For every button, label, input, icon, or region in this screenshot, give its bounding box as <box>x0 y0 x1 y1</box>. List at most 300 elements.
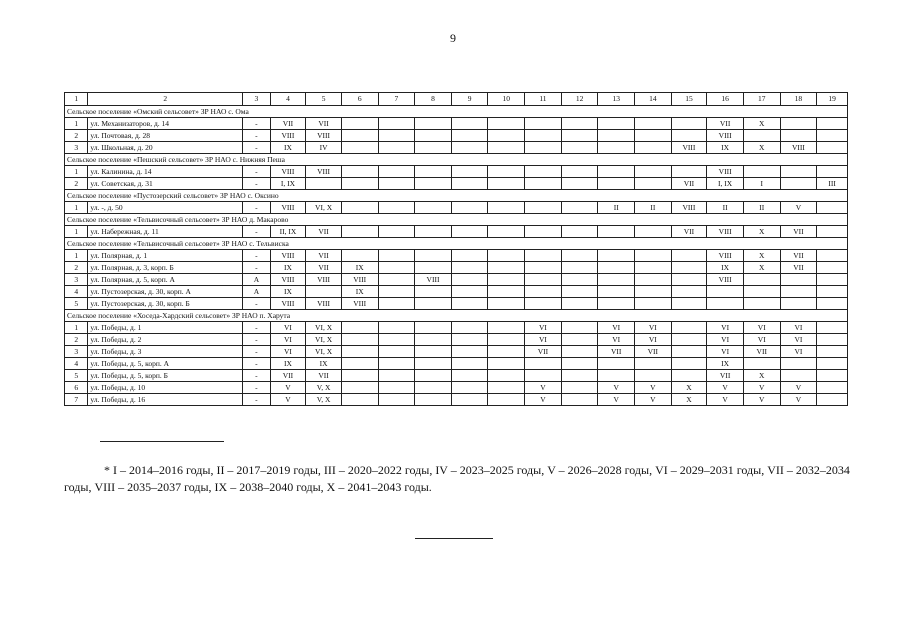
table-cell: - <box>243 142 270 154</box>
table-cell: V <box>525 382 562 394</box>
table-cell: X <box>671 382 707 394</box>
table-cell <box>561 130 598 142</box>
address-cell: ул. Полярная, д. 3, корп. Б <box>88 262 243 274</box>
table-cell: V <box>598 382 635 394</box>
table-cell <box>525 166 562 178</box>
address-cell: ул. Победы, д. 5, корп. Б <box>88 370 243 382</box>
address-cell: ул. Школьная, д. 20 <box>88 142 243 154</box>
table-cell <box>341 334 378 346</box>
table-cell: VIII <box>270 166 306 178</box>
footnote-legend: * I – 2014–2016 годы, II – 2017–2019 годы, III – 2020–2022 годы, IV – 2023–2025 годы, V – 2026–2028 годы, VI – 2029–2031 годы, VII – 2032–2034 годы, VIII – 2035–2037 годы, IX – 2038–2040 годы, X – 2041–2043 годы. <box>64 463 850 494</box>
section-title: Сельское поселение «Тельвисочный сельсовет» ЗР НАО д. Макарово <box>65 214 848 226</box>
table-cell <box>488 358 525 370</box>
table-cell <box>488 142 525 154</box>
table-cell <box>671 298 707 310</box>
table-cell: VI, X <box>306 322 342 334</box>
row-number-cell: 5 <box>65 370 88 382</box>
table-cell <box>378 118 415 130</box>
table-cell: VI <box>525 334 562 346</box>
table-cell <box>635 226 672 238</box>
table-cell <box>671 274 707 286</box>
table-cell: V <box>743 394 780 406</box>
table-cell <box>341 142 378 154</box>
table-cell: VIII <box>306 274 342 286</box>
table-cell <box>561 370 598 382</box>
column-number-cell: 17 <box>743 93 780 106</box>
footnote-divider <box>100 441 224 442</box>
table-cell <box>671 334 707 346</box>
table-cell <box>415 286 452 298</box>
table-cell <box>561 118 598 130</box>
table-row <box>65 166 848 178</box>
table-row <box>65 202 848 214</box>
table-row <box>65 130 848 142</box>
table-cell: VII <box>306 262 342 274</box>
row-number-cell: 2 <box>65 178 88 190</box>
table-cell <box>451 202 488 214</box>
table-cell: - <box>243 250 270 262</box>
table-cell <box>561 262 598 274</box>
table-cell <box>488 250 525 262</box>
table-cell <box>817 130 848 142</box>
table-cell <box>743 166 780 178</box>
table-cell <box>780 370 817 382</box>
table-cell: - <box>243 370 270 382</box>
table-cell <box>451 118 488 130</box>
row-number-cell: 4 <box>65 286 88 298</box>
table-cell <box>525 118 562 130</box>
row-number-cell: 1 <box>65 202 88 214</box>
table-cell <box>598 142 635 154</box>
table-cell: VII <box>306 226 342 238</box>
table-cell <box>415 250 452 262</box>
table-cell <box>817 334 848 346</box>
table-row <box>65 394 848 406</box>
table-cell: X <box>743 118 780 130</box>
table-cell: VI <box>707 334 744 346</box>
table-cell <box>743 286 780 298</box>
column-number-cell: 10 <box>488 93 525 106</box>
table-cell <box>415 178 452 190</box>
table-cell <box>306 178 342 190</box>
table-cell: VII <box>525 346 562 358</box>
table-cell <box>378 226 415 238</box>
table-cell <box>488 286 525 298</box>
table-cell: V <box>780 202 817 214</box>
address-cell: ул. Пустозерская, д. 30, корп. А <box>88 286 243 298</box>
row-number-cell: 2 <box>65 130 88 142</box>
table-cell: VIII <box>707 250 744 262</box>
table-cell: VII <box>671 226 707 238</box>
column-number-cell: 12 <box>561 93 598 106</box>
table-cell <box>415 118 452 130</box>
table-cell: V <box>635 394 672 406</box>
address-cell: ул. Победы, д. 10 <box>88 382 243 394</box>
page-number: 9 <box>450 31 456 45</box>
column-number-cell: 3 <box>243 93 270 106</box>
table-row <box>65 322 848 334</box>
table-cell <box>378 394 415 406</box>
address-cell: ул. Калинина, д. 14 <box>88 166 243 178</box>
table-cell <box>415 166 452 178</box>
table-cell <box>780 358 817 370</box>
table-cell <box>488 262 525 274</box>
table-cell <box>415 130 452 142</box>
table-cell <box>451 250 488 262</box>
table-cell: IV <box>306 142 342 154</box>
table-cell <box>525 250 562 262</box>
table-cell <box>341 226 378 238</box>
table-cell <box>780 166 817 178</box>
table-cell <box>341 382 378 394</box>
table-cell <box>598 130 635 142</box>
table-cell <box>671 130 707 142</box>
table-cell <box>451 358 488 370</box>
table-cell: II <box>743 202 780 214</box>
section-heading-row <box>65 190 848 202</box>
table-cell <box>817 322 848 334</box>
table-cell: VI, X <box>306 202 342 214</box>
table-cell <box>341 178 378 190</box>
table-cell <box>743 298 780 310</box>
row-number-cell: 7 <box>65 394 88 406</box>
table-cell: X <box>743 250 780 262</box>
table-cell <box>561 250 598 262</box>
table-cell: VII <box>743 346 780 358</box>
table-cell <box>671 346 707 358</box>
table-row <box>65 370 848 382</box>
table-cell <box>451 334 488 346</box>
table-cell <box>415 394 452 406</box>
table-cell <box>378 382 415 394</box>
table-cell: - <box>243 166 270 178</box>
table-cell <box>635 178 672 190</box>
table-cell <box>341 130 378 142</box>
table-cell: VIII <box>671 142 707 154</box>
column-number-cell: 11 <box>525 93 562 106</box>
address-cell: ул. Победы, д. 16 <box>88 394 243 406</box>
table-cell <box>488 382 525 394</box>
table-cell: VIII <box>671 202 707 214</box>
table-cell: VIII <box>341 298 378 310</box>
table-cell: VII <box>635 346 672 358</box>
table-cell <box>817 118 848 130</box>
table-cell <box>598 226 635 238</box>
table-cell <box>635 142 672 154</box>
section-title: Сельское поселение «Пустозерский сельсовет» ЗР НАО с. Оксино <box>65 190 848 202</box>
table-cell <box>817 346 848 358</box>
table-cell <box>415 202 452 214</box>
table-cell: V <box>270 394 306 406</box>
table-cell <box>817 142 848 154</box>
table-cell <box>451 130 488 142</box>
table-cell <box>415 262 452 274</box>
table-cell <box>525 142 562 154</box>
table-cell <box>598 178 635 190</box>
table-cell: VII <box>306 118 342 130</box>
table-row <box>65 226 848 238</box>
table-cell: VI <box>743 334 780 346</box>
table-cell: - <box>243 226 270 238</box>
table-cell: VI <box>598 334 635 346</box>
table-cell <box>561 142 598 154</box>
table-cell: V, X <box>306 382 342 394</box>
table-cell <box>671 370 707 382</box>
table-cell: VII <box>780 262 817 274</box>
row-number-cell: 1 <box>65 322 88 334</box>
table-cell <box>561 274 598 286</box>
section-title: Сельское поселение «Омский сельсовет» ЗР НАО с. Ома <box>65 106 848 118</box>
column-number-cell: 9 <box>451 93 488 106</box>
table-cell <box>561 226 598 238</box>
table-cell: VIII <box>270 274 306 286</box>
address-cell: ул. -, д. 50 <box>88 202 243 214</box>
table-cell: V, X <box>306 394 342 406</box>
table-cell <box>598 118 635 130</box>
table-row <box>65 118 848 130</box>
table-cell: VII <box>707 370 744 382</box>
section-heading-row <box>65 310 848 322</box>
row-number-cell: 1 <box>65 226 88 238</box>
table-cell <box>743 274 780 286</box>
table-cell: IX <box>270 142 306 154</box>
table-cell <box>525 286 562 298</box>
table-row <box>65 178 848 190</box>
table-cell: VII <box>780 226 817 238</box>
address-cell: ул. Пустозерская, д. 30, корп. Б <box>88 298 243 310</box>
table-row <box>65 334 848 346</box>
table-cell <box>671 286 707 298</box>
table-cell <box>451 322 488 334</box>
table-cell <box>451 142 488 154</box>
table-cell <box>598 262 635 274</box>
table-cell <box>780 286 817 298</box>
column-number-cell: 2 <box>88 93 243 106</box>
table-cell: I, IX <box>270 178 306 190</box>
address-cell: ул. Победы, д. 2 <box>88 334 243 346</box>
section-title: Сельское поселение «Тельвисочный сельсовет» ЗР НАО с. Тельвиска <box>65 238 848 250</box>
table-cell <box>341 370 378 382</box>
table-row <box>65 142 848 154</box>
table-cell: VIII <box>306 130 342 142</box>
table-cell <box>378 166 415 178</box>
table-cell: IX <box>707 358 744 370</box>
table-cell: А <box>243 286 270 298</box>
table-cell <box>743 130 780 142</box>
table-cell <box>415 370 452 382</box>
address-cell: ул. Победы, д. 3 <box>88 346 243 358</box>
table-row <box>65 274 848 286</box>
table-cell <box>488 298 525 310</box>
table-cell: VI <box>707 346 744 358</box>
table-cell: VI <box>780 334 817 346</box>
table-cell <box>635 274 672 286</box>
table-cell <box>525 130 562 142</box>
table-cell <box>525 178 562 190</box>
table-cell <box>488 130 525 142</box>
column-number-cell: 16 <box>707 93 744 106</box>
table-cell <box>488 118 525 130</box>
table-cell <box>488 178 525 190</box>
address-cell: ул. Советская, д. 31 <box>88 178 243 190</box>
table-cell <box>598 298 635 310</box>
table-cell <box>817 250 848 262</box>
table-cell <box>451 394 488 406</box>
column-number-cell: 19 <box>817 93 848 106</box>
table-row <box>65 298 848 310</box>
table-cell <box>378 358 415 370</box>
table-cell <box>378 334 415 346</box>
table-cell: II <box>707 202 744 214</box>
section-heading-row <box>65 238 848 250</box>
table-cell: X <box>743 370 780 382</box>
table-cell: VI <box>635 334 672 346</box>
table-cell <box>525 226 562 238</box>
table-cell <box>635 370 672 382</box>
table-cell <box>817 370 848 382</box>
table-cell <box>561 298 598 310</box>
table-cell: VI <box>707 322 744 334</box>
repair-schedule-table <box>64 92 848 406</box>
table-cell: VI <box>780 346 817 358</box>
table-cell: II, IX <box>270 226 306 238</box>
table-cell <box>341 394 378 406</box>
column-number-cell: 14 <box>635 93 672 106</box>
table-cell <box>561 202 598 214</box>
table-cell <box>378 202 415 214</box>
table-cell: VI <box>743 322 780 334</box>
address-cell: ул. Почтовая, д. 28 <box>88 130 243 142</box>
table-cell <box>780 130 817 142</box>
table-cell: V <box>780 382 817 394</box>
table-cell <box>635 118 672 130</box>
table-cell <box>488 394 525 406</box>
table-cell <box>817 286 848 298</box>
table-cell <box>415 334 452 346</box>
table-cell <box>525 358 562 370</box>
table-cell: VII <box>306 370 342 382</box>
table-cell <box>817 358 848 370</box>
table-cell <box>451 298 488 310</box>
table-cell <box>525 298 562 310</box>
table-cell: V <box>270 382 306 394</box>
table-cell: X <box>743 226 780 238</box>
row-number-cell: 1 <box>65 250 88 262</box>
table-cell: VII <box>671 178 707 190</box>
table-cell <box>561 178 598 190</box>
row-number-cell: 6 <box>65 382 88 394</box>
table-cell <box>451 262 488 274</box>
table-cell <box>451 166 488 178</box>
table-cell: IX <box>270 286 306 298</box>
table-cell <box>561 394 598 406</box>
table-cell: X <box>743 262 780 274</box>
table-cell <box>817 226 848 238</box>
table-cell <box>671 250 707 262</box>
table-cell: X <box>743 142 780 154</box>
table-cell <box>341 118 378 130</box>
table-row <box>65 382 848 394</box>
table-row <box>65 346 848 358</box>
table-cell <box>451 286 488 298</box>
section-title: Сельское поселение «Пешский сельсовет» ЗР НАО с. Нижняя Пеша <box>65 154 848 166</box>
table-cell <box>561 286 598 298</box>
table-cell <box>415 346 452 358</box>
table-cell <box>817 382 848 394</box>
table-cell: VI <box>635 322 672 334</box>
table-cell: V <box>635 382 672 394</box>
table-cell <box>525 202 562 214</box>
table-cell: V <box>743 382 780 394</box>
table-cell: - <box>243 322 270 334</box>
table-cell: - <box>243 178 270 190</box>
table-cell: IX <box>341 262 378 274</box>
table-cell <box>598 358 635 370</box>
table-cell <box>635 298 672 310</box>
table-cell: V <box>525 394 562 406</box>
table-cell <box>635 130 672 142</box>
table-cell <box>378 262 415 274</box>
table-cell <box>635 286 672 298</box>
table-cell <box>415 298 452 310</box>
table-cell <box>488 346 525 358</box>
table-cell <box>378 286 415 298</box>
table-cell <box>780 118 817 130</box>
page-end-divider <box>415 538 493 539</box>
table-cell: - <box>243 298 270 310</box>
table-cell <box>341 358 378 370</box>
table-cell <box>561 358 598 370</box>
table-cell <box>635 166 672 178</box>
table-cell: VIII <box>270 130 306 142</box>
table-cell <box>817 166 848 178</box>
table-cell: IX <box>270 262 306 274</box>
table-cell <box>707 286 744 298</box>
address-cell: ул. Полярная, д. 1 <box>88 250 243 262</box>
table-cell <box>488 166 525 178</box>
table-cell <box>306 286 342 298</box>
table-cell <box>341 202 378 214</box>
table-cell <box>378 250 415 262</box>
row-number-cell: 1 <box>65 118 88 130</box>
table-cell: VI <box>525 322 562 334</box>
table-cell <box>451 370 488 382</box>
table-cell <box>378 130 415 142</box>
table-cell: - <box>243 382 270 394</box>
table-row <box>65 262 848 274</box>
table-cell <box>378 346 415 358</box>
table-cell: VIII <box>780 142 817 154</box>
row-number-cell: 3 <box>65 274 88 286</box>
table-cell: - <box>243 358 270 370</box>
address-cell: ул. Механизаторов, д. 14 <box>88 118 243 130</box>
table-cell: IX <box>270 358 306 370</box>
table-cell <box>817 202 848 214</box>
table-cell: VIII <box>415 274 452 286</box>
table-cell: IX <box>306 358 342 370</box>
table-cell: III <box>817 178 848 190</box>
table-cell: I, IX <box>707 178 744 190</box>
table-cell <box>451 274 488 286</box>
table-cell <box>488 226 525 238</box>
table-cell: VI <box>598 322 635 334</box>
table-cell <box>561 322 598 334</box>
table-cell: VI <box>270 322 306 334</box>
table-cell <box>671 166 707 178</box>
table-cell: I <box>743 178 780 190</box>
table-cell: IX <box>707 142 744 154</box>
table-cell <box>598 274 635 286</box>
